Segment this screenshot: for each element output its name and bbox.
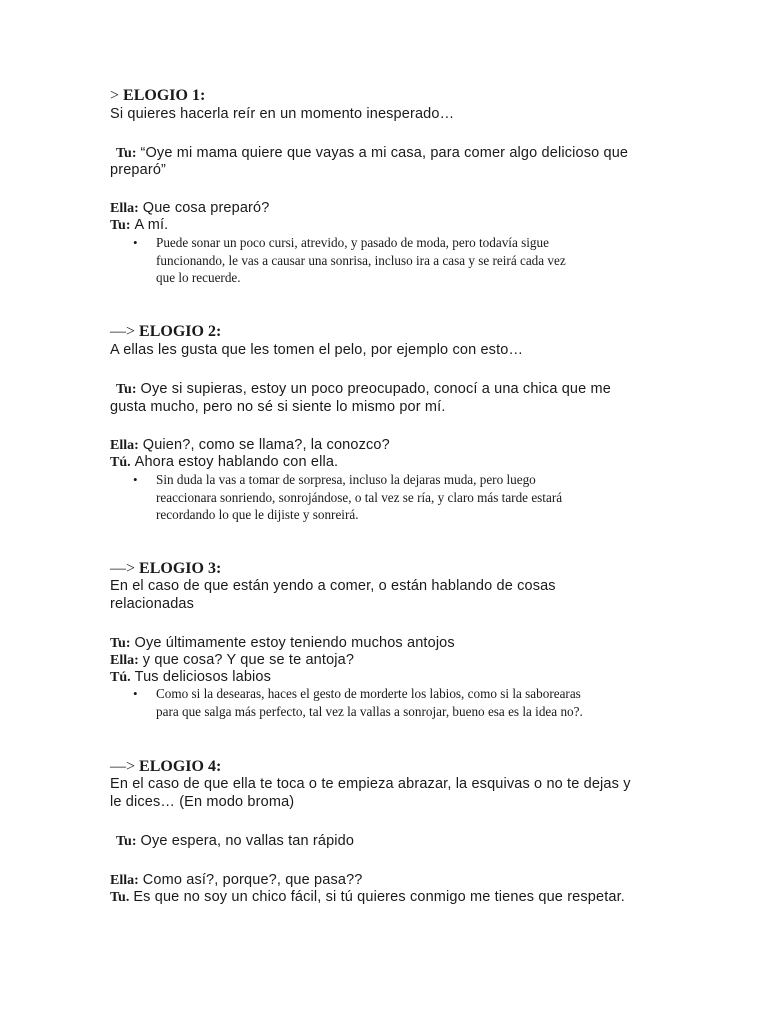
dialogue-text-continued: gusta mucho, pero no sé si siente lo mismo por mí. <box>110 399 446 415</box>
dialogue-text: Tus deliciosos labios <box>134 669 272 685</box>
bullet-paragraph <box>156 234 676 287</box>
arrow-marker: —> <box>110 758 136 775</box>
speaker-label: Tu: <box>116 382 137 397</box>
dialogue-line <box>116 380 611 398</box>
dialogue-line <box>110 199 269 217</box>
speaker-label: Tu: <box>110 218 131 233</box>
dialogue-line <box>110 216 168 234</box>
dialogue-line <box>110 453 338 471</box>
section-1-heading <box>110 87 205 105</box>
speaker-label: Tu: <box>116 834 137 849</box>
bullet-line: recordando lo que le dijiste y sonreirá. <box>156 507 359 522</box>
dialogue-line <box>110 668 271 686</box>
bullet-paragraph <box>156 685 676 720</box>
arrow-marker: > <box>110 87 120 104</box>
bullet-icon: • <box>133 235 138 250</box>
dialogue-text: Oye si supieras, estoy un poco preocupado, conocí a una chica que me <box>140 381 611 397</box>
section-title: ELOGIO 4: <box>139 758 222 775</box>
dialogue-text: Oye espera, no vallas tan rápido <box>140 833 355 849</box>
dialogue-text-continued: preparó” <box>110 162 167 178</box>
dialogue-text: Quien?, como se llama?, la conozco? <box>142 437 390 453</box>
section-3-intro-continued: relacionadas <box>110 596 195 612</box>
bullet-line: funcionando, le vas a causar una sonrisa, incluso ira a casa y se reirá cada vez <box>156 252 566 268</box>
bullet-line: Puede sonar un poco cursi, atrevido, y pasado de moda, pero todavía sigue <box>156 235 549 250</box>
dialogue-line <box>116 144 628 162</box>
section-2-heading <box>110 323 221 341</box>
section-4-intro: En el caso de que ella te toca o te empieza abrazar, la esquivas o no te dejas y <box>110 776 631 792</box>
arrow-marker: —> <box>110 323 136 340</box>
speaker-label: Ella: <box>110 873 139 888</box>
dialogue-line <box>110 871 363 889</box>
speaker-label: Ella: <box>110 201 139 216</box>
speaker-label: Tú. <box>110 455 131 470</box>
dialogue-text: Ahora estoy hablando con ella. <box>134 454 339 470</box>
dialogue-text: y que cosa? Y que se te antoja? <box>142 652 355 668</box>
speaker-label: Tú. <box>110 670 131 685</box>
speaker-label: Tu: <box>116 146 137 161</box>
bullet-line: para que salga más perfecto, tal vez la vallas a sonrojar, bueno esa es la idea no?. <box>156 703 583 719</box>
section-title: ELOGIO 2: <box>139 323 222 340</box>
section-2-intro: A ellas les gusta que les tomen el pelo, por ejemplo con esto… <box>110 342 524 358</box>
dialogue-line <box>110 888 625 906</box>
dialogue-text: Que cosa preparó? <box>142 200 270 216</box>
section-1-intro: Si quieres hacerla reír en un momento inesperado… <box>110 106 455 122</box>
speaker-label: Ella: <box>110 438 139 453</box>
section-title: ELOGIO 3: <box>139 560 222 577</box>
bullet-line: Como si la desearas, haces el gesto de morderte los labios, como si la saborearas <box>156 686 581 701</box>
dialogue-line <box>116 832 354 850</box>
bullet-line: que lo recuerde. <box>156 270 241 285</box>
dialogue-text: Oye últimamente estoy teniendo muchos antojos <box>134 635 455 651</box>
dialogue-text: Es que no soy un chico fácil, si tú quieres conmigo me tienes que respetar. <box>133 889 625 905</box>
dialogue-line <box>110 651 354 669</box>
speaker-label: Tu. <box>110 890 130 905</box>
dialogue-text: Como así?, porque?, que pasa?? <box>142 872 363 888</box>
section-4-heading <box>110 758 221 776</box>
bullet-line: Sin duda la vas a tomar de sorpresa, incluso la dejaras muda, pero luego <box>156 472 536 487</box>
dialogue-line <box>110 436 390 454</box>
section-4-intro-continued: le dices… (En modo broma) <box>110 794 295 810</box>
section-3-intro: En el caso de que están yendo a comer, o están hablando de cosas <box>110 578 556 594</box>
section-title: ELOGIO 1: <box>123 87 206 104</box>
dialogue-text: A mí. <box>134 217 169 233</box>
dialogue-line <box>110 634 455 652</box>
speaker-label: Tu: <box>110 636 131 651</box>
bullet-icon: • <box>133 686 138 701</box>
bullet-line: reaccionara sonriendo, sonrojándose, o tal vez se ría, y claro más tarde estará <box>156 489 563 505</box>
dialogue-text: “Oye mi mama quiere que vayas a mi casa, para comer algo delicioso que <box>140 145 629 161</box>
speaker-label: Ella: <box>110 653 139 668</box>
arrow-marker: —> <box>110 560 136 577</box>
bullet-paragraph <box>156 471 676 524</box>
section-3-heading <box>110 560 221 578</box>
bullet-icon: • <box>133 472 138 487</box>
